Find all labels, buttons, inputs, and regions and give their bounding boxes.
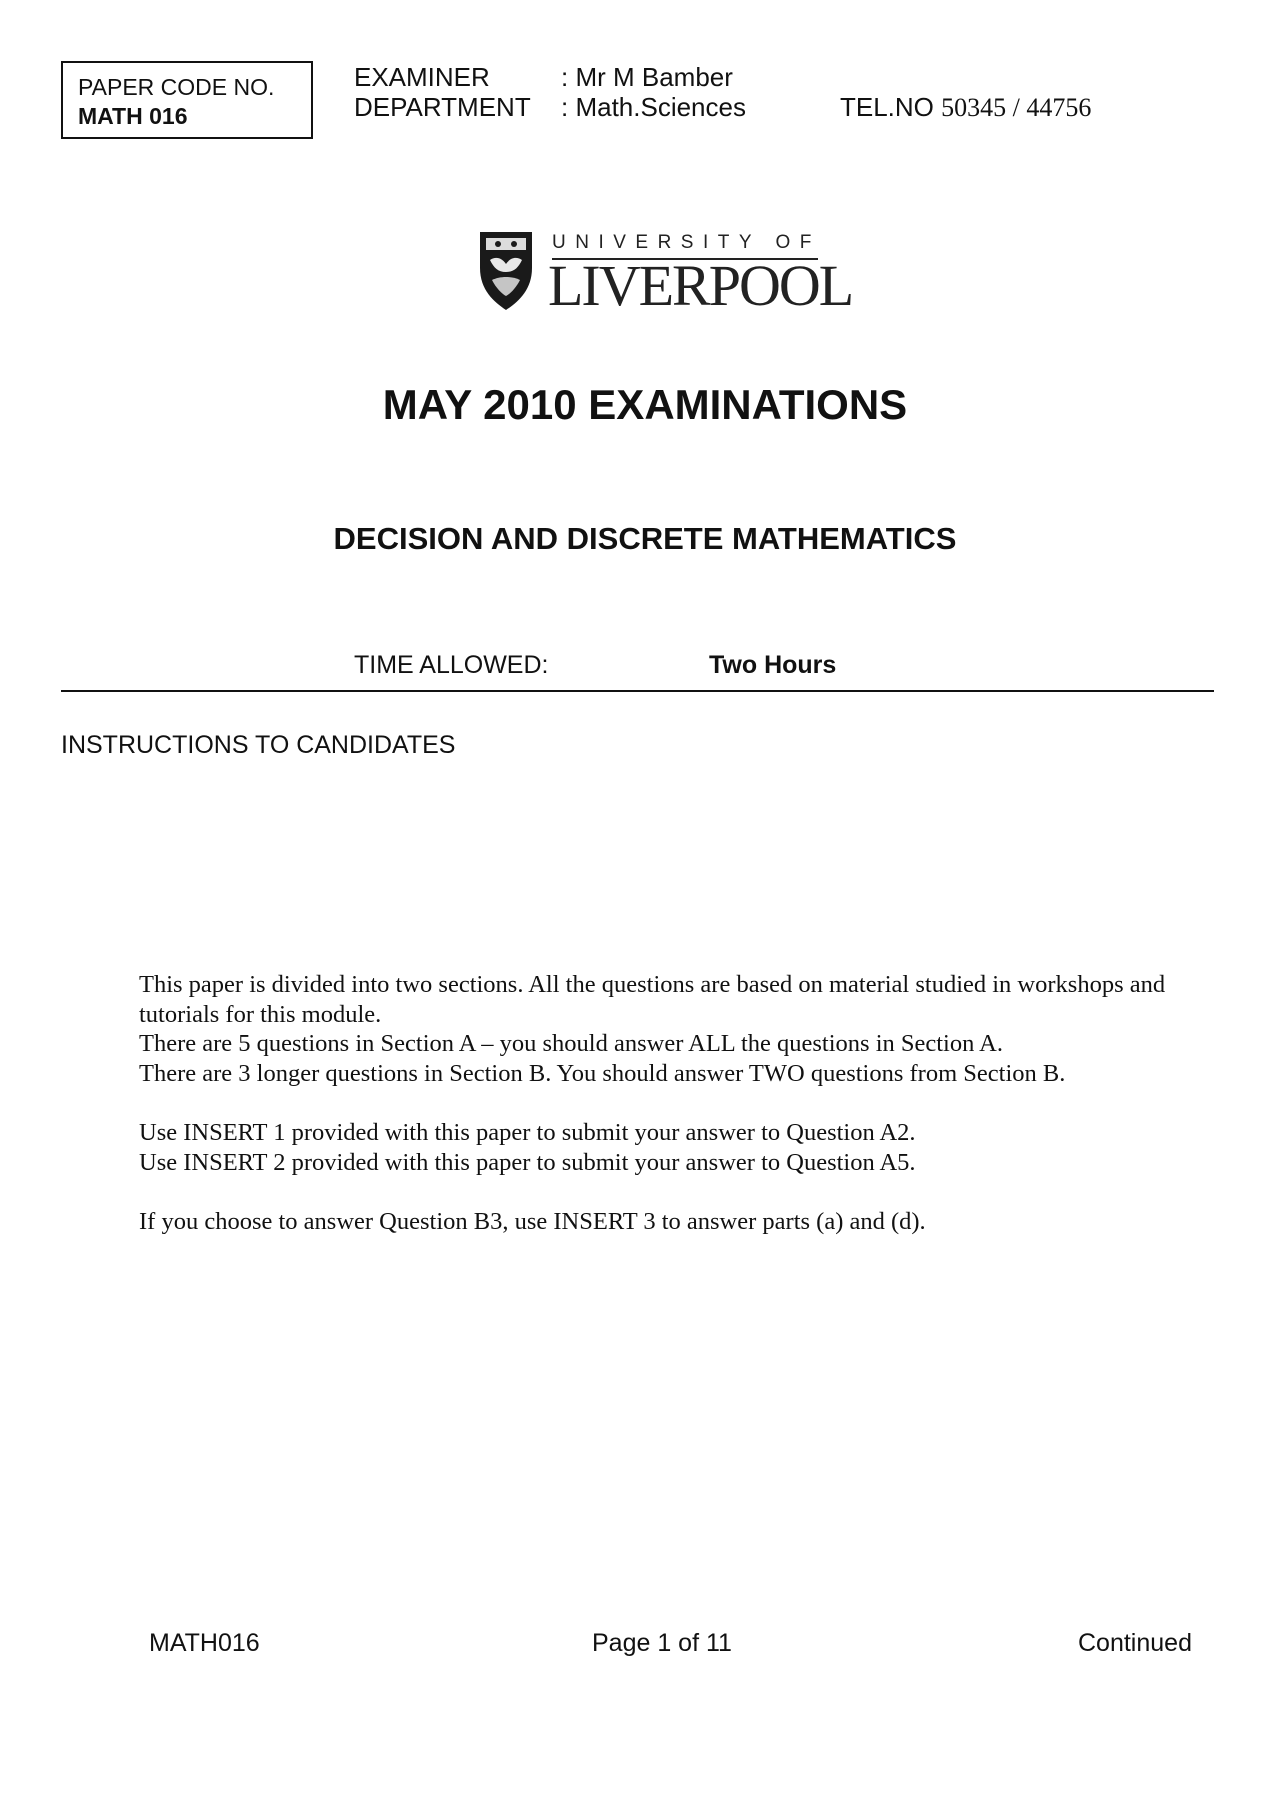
instruction-paragraph: Use INSERT 2 provided with this paper to submit your answer to Question A5. <box>139 1148 916 1176</box>
footer-paper-code: MATH016 <box>149 1629 260 1657</box>
divider <box>61 690 1214 692</box>
examiner-label: EXAMINER <box>354 62 490 92</box>
module-title: DECISION AND DISCRETE MATHEMATICS <box>333 521 957 556</box>
logo-liverpool: LIVERPOOL <box>548 253 853 318</box>
time-allowed-label: TIME ALLOWED: <box>354 651 549 679</box>
department-value: : Math.Sciences <box>561 92 746 122</box>
paper-code-box <box>61 61 313 139</box>
spacer <box>139 1177 1219 1207</box>
department-label: DEPARTMENT <box>354 92 531 122</box>
spacer <box>139 1088 1219 1118</box>
time-allowed-value: Two Hours <box>709 651 837 679</box>
examiner-value: : Mr M Bamber <box>561 62 733 92</box>
instructions-body <box>139 970 1219 1237</box>
instruction-paragraph: There are 5 questions in Section A – you should answer ALL the questions in Section A. <box>139 1030 1003 1057</box>
paper-code: MATH 016 <box>78 103 188 129</box>
footer-continued: Continued <box>1078 1629 1192 1657</box>
paper-code-label: PAPER CODE NO. <box>78 74 275 100</box>
instructions-heading: INSTRUCTIONS TO CANDIDATES <box>61 731 456 759</box>
page-title: MAY 2010 EXAMINATIONS <box>382 381 908 428</box>
tel-number: 50345 / 44756 <box>941 93 1092 122</box>
footer-page-number: Page 1 of 11 <box>592 1629 732 1657</box>
instruction-paragraph: This paper is divided into two sections. All the questions are based on material studied in workshops and tutorials for this module. <box>139 971 1166 1028</box>
telephone-block <box>840 92 1091 123</box>
logo-university-of: UNIVERSITY OF <box>552 232 821 253</box>
instruction-paragraph: Use INSERT 1 provided with this paper to submit your answer to Question A2. <box>139 1119 916 1146</box>
university-logo <box>470 226 853 318</box>
instruction-paragraph: There are 3 longer questions in Section B. You should answer TWO questions from Section B. <box>139 1059 1066 1087</box>
instruction-paragraph: If you choose to answer Question B3, use INSERT 3 to answer parts (a) and (d). <box>139 1208 926 1235</box>
crest-icon <box>476 228 536 312</box>
tel-label: TEL.NO <box>840 92 934 122</box>
